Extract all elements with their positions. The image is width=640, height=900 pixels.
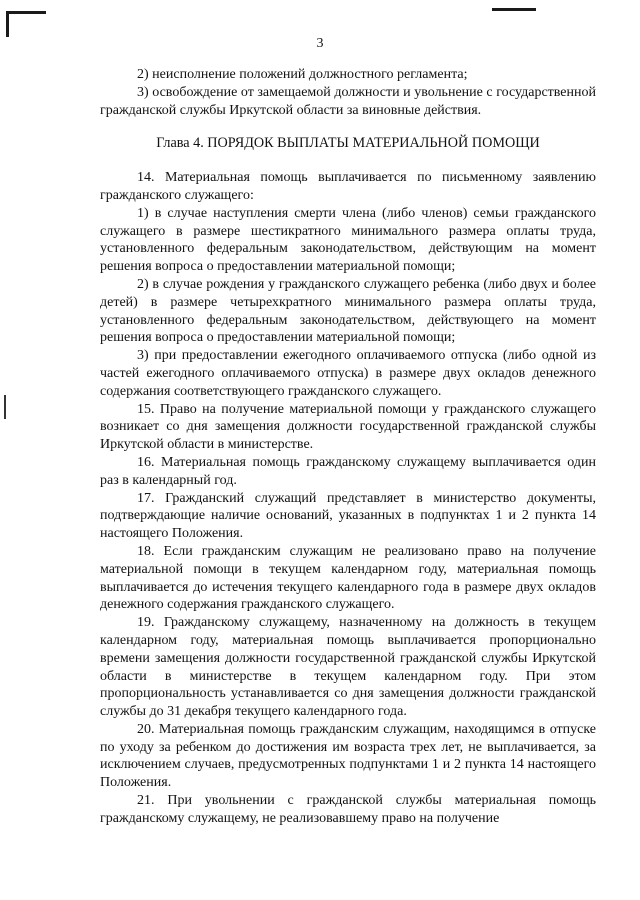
paragraph: 20. Материальная помощь гражданским служащим, находящимся в отпуске по уходу за ребенком до достижения им возраста трех лет, не выплачивается, за исключением случаев, предусмотренных подпунктами 1 и 2 пункта 14 настоящего Положения. <box>100 721 596 791</box>
paragraph: 2) неисполнение положений должностного регламента; <box>137 67 468 82</box>
paragraph: 18. Если гражданским служащим не реализовано право на получение материальной помощи в текущем календарном году, материальная помощь выплачивается до истечения текущего календарного года в размере двух окладов денежного содержания гражданского служащего. <box>100 543 596 613</box>
scan-corner-mark-vertical <box>6 11 9 37</box>
paragraph: 1) в случае наступления смерти члена (либо членов) семьи гражданского служащего в размере шестикратного минимального размера оплаты труда, установленного федеральным законодательством, действующим на момент решения вопроса о предоставлении материальной помощи; <box>100 205 596 275</box>
chapter-heading: Глава 4. ПОРЯДОК ВЫПЛАТЫ МАТЕРИАЛЬНОЙ ПОМОЩИ <box>156 135 540 152</box>
paragraph: 3) при предоставлении ежегодного оплачиваемого отпуска (либо одной из частей ежегодного оплачиваемого отпуска) в размере двух окладов денежного содержания соответствующего гражданского служащего. <box>100 348 596 399</box>
paragraph: 17. Гражданский служащий представляет в министерство документы, подтверждающие наличие оснований, указанных в подпунктах 1 и 2 пункта 14 настоящего Положения. <box>100 490 596 542</box>
document-body <box>100 66 596 828</box>
paragraph: 21. При увольнении с гражданской службы материальная помощь гражданскому служащему, не реализовавшему право на получение <box>100 793 596 826</box>
paragraph: 16. Материальная помощь гражданскому служащему выплачивается один раз в календарный год. <box>100 454 596 488</box>
paragraph: 3) освобождение от замещаемой должности и увольнение с государственной гражданской службы Иркутской области за виновные действия. <box>100 84 596 118</box>
scan-margin-mark <box>4 395 6 419</box>
paragraph: 15. Право на получение материальной помощи у гражданского служащего возникает со дня замещения должности государственной гражданской службы Иркутской области в министерстве. <box>100 401 596 453</box>
paragraph: 2) в случае рождения у гражданского служащего ребенка (либо двух и более детей) в размере четырехкратного минимального размера оплаты труда, установленного федеральным законодательством, действующего на момент решения вопроса о предоставлении материальной помощи; <box>100 276 596 346</box>
paragraph: 19. Гражданскому служащему, назначенному на должность в текущем календарном году, материальная помощь выплачивается пропорционально времени замещения должности государственной гражданской службы Иркутской области в министерстве в текущем календарном году. При этом пропорциональность устанавливается со дня замещения должности гражданской службы до 31 декабря текущего календарного года. <box>100 615 596 720</box>
page-number: 3 <box>316 36 324 51</box>
paragraph: 14. Материальная помощь выплачивается по письменному заявлению гражданского служащего: <box>100 170 596 203</box>
scan-corner-mark <box>6 11 46 14</box>
scan-edge-mark <box>492 8 536 11</box>
